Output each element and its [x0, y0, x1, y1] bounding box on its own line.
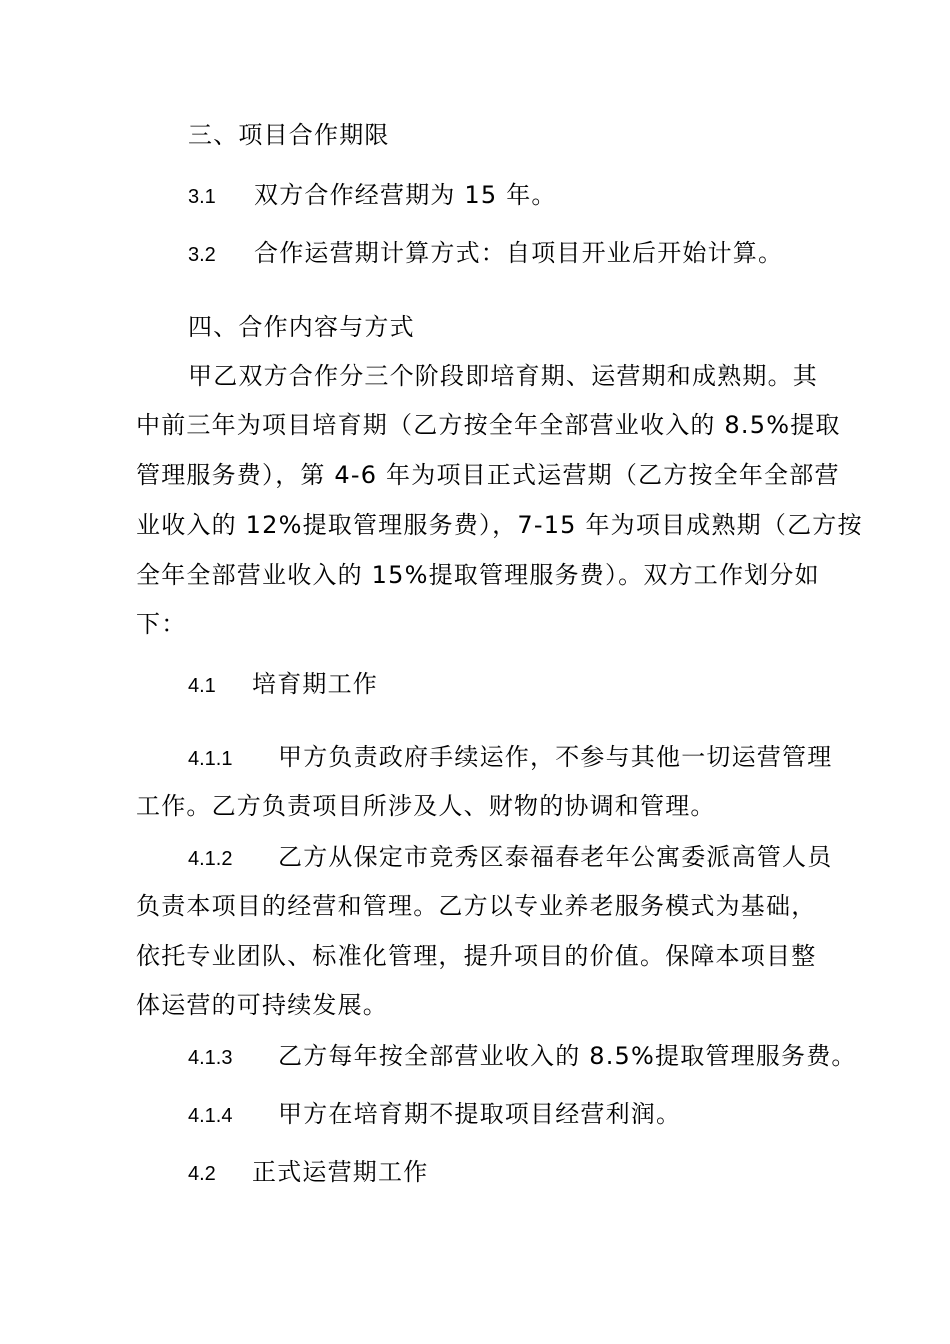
clause-number: 4.2: [188, 1163, 216, 1185]
clause-number: 4.1.4: [188, 1105, 233, 1127]
paragraph-line: 甲乙双方合作分三个阶段即培育期、运营期和成熟期。其: [188, 362, 818, 390]
clause-4-2: [188, 1157, 428, 1189]
paragraph-line: 管理服务费），第 4-6 年为项目正式运营期（乙方按全年全部营: [136, 461, 840, 489]
section-3-heading: 三、项目合作期限: [188, 121, 390, 149]
paragraph-line: 中前三年为项目培育期（乙方按全年全部营业收入的 8.5%提取: [136, 411, 841, 439]
clause-number: 3.1: [188, 186, 216, 208]
clause-4-1: [188, 669, 378, 701]
clause-number: 4.1.3: [188, 1047, 233, 1069]
clause-4-1-2: [188, 842, 832, 874]
clause-4-1-3: [188, 1041, 857, 1073]
clause-text: 乙方从保定市竞秀区泰福春老年公寓委派高管人员: [278, 843, 833, 871]
paragraph-line: 下：: [136, 610, 187, 638]
clause-continuation: 工作。乙方负责项目所涉及人、财物的协调和管理。: [136, 792, 716, 820]
paragraph-line: 全年全部营业收入的 15%提取管理服务费）。双方工作划分如: [136, 561, 820, 589]
clause-number: 3.2: [188, 244, 216, 266]
clause-3-2: [188, 238, 783, 270]
clause-text: 双方合作经营期为 15 年。: [254, 181, 557, 209]
clause-continuation: 负责本项目的经营和管理。乙方以专业养老服务模式为基础，: [136, 892, 817, 920]
clause-3-1: [188, 180, 557, 212]
clause-text: 培育期工作: [252, 670, 378, 698]
clause-4-1-4: [188, 1099, 681, 1131]
clause-4-1-1: [188, 742, 832, 774]
paragraph-line: 业收入的 12%提取管理服务费），7-15 年为项目成熟期（乙方按: [136, 511, 863, 539]
clause-text: 乙方每年按全部营业收入的 8.5%提取管理服务费。: [278, 1042, 857, 1070]
clause-text: 甲方负责政府手续运作，不参与其他一切运营管理: [278, 743, 833, 771]
clause-number: 4.1.1: [188, 748, 233, 770]
clause-number: 4.1.2: [188, 848, 233, 870]
clause-text: 正式运营期工作: [252, 1158, 429, 1186]
clause-continuation: 依托专业团队、标准化管理，提升项目的价值。保障本项目整: [136, 942, 817, 970]
clause-text: 合作运营期计算方式：自项目开业后开始计算。: [254, 239, 784, 267]
clause-number: 4.1: [188, 675, 216, 697]
clause-continuation: 体运营的可持续发展。: [136, 991, 388, 1019]
section-4-heading: 四、合作内容与方式: [188, 313, 415, 341]
clause-text: 甲方在培育期不提取项目经营利润。: [278, 1100, 682, 1128]
